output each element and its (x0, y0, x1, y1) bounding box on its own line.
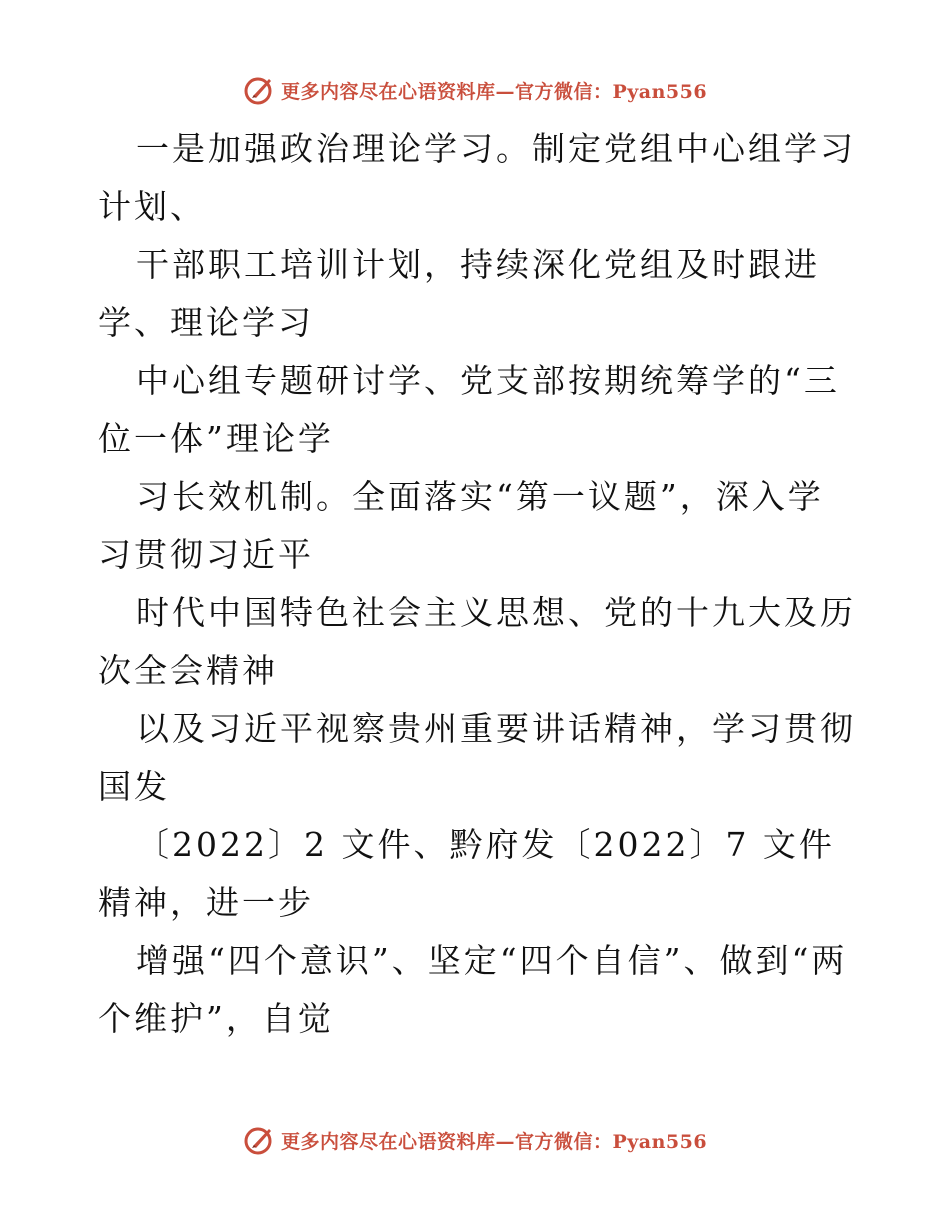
paragraph: 〔2022〕2 文件、黔府发〔2022〕7 文件精神，进一步 (98, 825, 835, 922)
footer-banner (0, 1120, 950, 1160)
paragraph: 一是加强政治理论学习。制定党组中心组学习计划、 (98, 129, 856, 226)
quill-circle-icon (243, 1124, 275, 1156)
quill-circle-icon (243, 74, 275, 106)
paragraph: 时代中国特色社会主义思想、党的十九大及历次全会精神 (98, 593, 856, 690)
header-banner-text: 更多内容尽在心语资料库—官方微信：Pyan556 (280, 80, 708, 103)
document-body (98, 120, 858, 1048)
paragraph: 以及习近平视察贵州重要讲话精神，学习贯彻国发 (98, 709, 856, 806)
paragraph: 增强“四个意识”、坚定“四个自信”、做到“两个维护”，自觉 (98, 941, 848, 1038)
footer-banner-text: 更多内容尽在心语资料库—官方微信：Pyan556 (280, 1130, 708, 1153)
paragraph: 习长效机制。全面落实“第一议题”，深入学习贯彻习近平 (98, 477, 824, 574)
paragraph: 中心组专题研讨学、党支部按期统筹学的“三位一体”理论学 (98, 361, 840, 458)
paragraph: 干部职工培训计划，持续深化党组及时跟进学、理论学习 (98, 245, 820, 342)
header-banner (0, 70, 950, 110)
